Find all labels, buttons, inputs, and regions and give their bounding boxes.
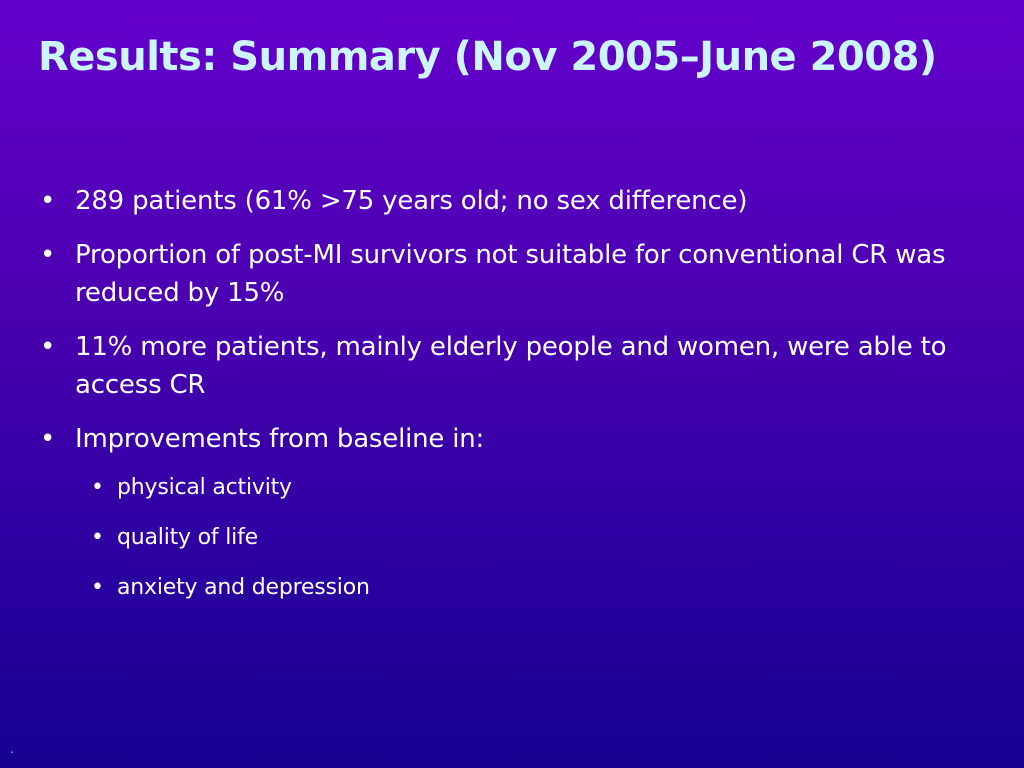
bullet-item: • 11% more patients, mainly elderly people and women, were able to access CR [38,328,998,404]
bullet-item: • 289 patients (61% >75 years old; no sex difference) [38,182,998,220]
bullet-list [38,182,998,622]
sub-bullet-item: • quality of life [83,522,998,554]
footer-mark: . [10,742,14,756]
bullet-item-improvements [38,420,998,604]
sub-bullet-item: • anxiety and depression [83,572,998,604]
bullet-item: • Proportion of post-MI survivors not suitable for conventional CR was reduced by 15% [38,236,998,312]
sub-bullet-item: • physical activity [83,472,998,504]
sub-bullet-list [75,472,998,604]
slide-title: Results: Summary (Nov 2005–June 2008) [38,34,937,80]
bullet-item-label: Improvements from baseline in: [75,424,485,454]
